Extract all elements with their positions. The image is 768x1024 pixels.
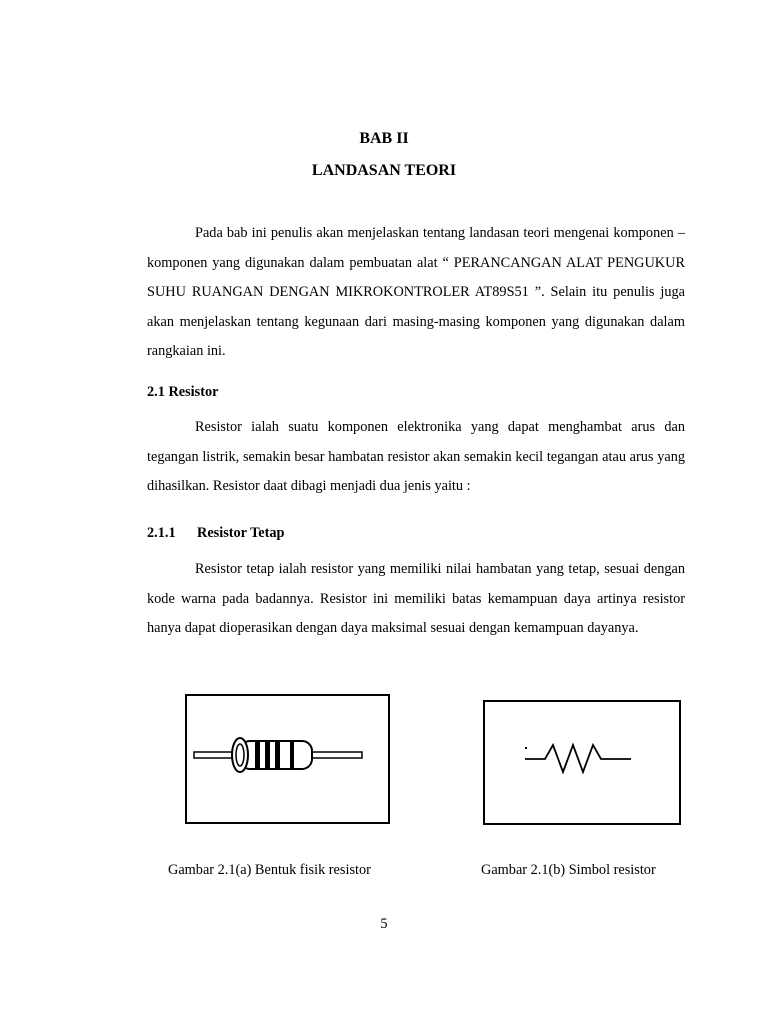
intro-text: Pada bab ini penulis akan menjelaskan tentang landasan teori mengenai komponen – komponen yang digunakan dalam pembuatan alat “ PERANCANGAN ALAT PENGUKUR SUHU RUANGAN DENGAN MIKROKONTROLER AT89S51 ”. Selain itu penulis juga akan menjelaskan tentang kegunaan dari masing-masing komponen yang digunakan dalam rangkaian ini. (147, 225, 685, 359)
intro-paragraph (147, 219, 685, 367)
resistor-lead-right (310, 752, 362, 758)
color-band-1 (255, 741, 260, 769)
figure-a-caption: Gambar 2.1(a) Bentuk fisik resistor (168, 862, 371, 878)
color-band-3 (275, 741, 280, 769)
symbol-dot (525, 747, 527, 749)
resistor-physical-illustration (187, 696, 388, 822)
figure-a-box (185, 694, 390, 824)
color-band-2 (265, 741, 270, 769)
chapter-title: LANDASAN TEORI (311, 162, 457, 179)
color-band-4 (290, 741, 294, 769)
section-2-1-heading: 2.1 Resistor (147, 384, 219, 400)
figure-b-box (483, 700, 681, 825)
section-2-1-1-heading (147, 525, 285, 542)
figure-b-caption: Gambar 2.1(b) Simbol resistor (481, 862, 656, 878)
zigzag-resistor-symbol (525, 745, 631, 772)
section-2-1-paragraph (147, 413, 685, 502)
section-2-1-1-number: 2.1.1 (147, 525, 176, 541)
section-2-1-1-paragraph (147, 555, 685, 644)
chapter-label: BAB II (359, 130, 409, 147)
resistor-lead-left (194, 752, 236, 758)
section-2-1-text: Resistor ialah suatu komponen elektronika yang dapat menghambat arus dan tegangan listrik, semakin besar hambatan resistor akan semakin kecil tegangan atau arus yang dihasilkan. Resistor daat dibagi menjadi dua jenis yaitu : (147, 419, 685, 494)
resistor-symbol-illustration (485, 702, 679, 823)
section-2-1-1-title: Resistor Tetap (197, 525, 285, 541)
section-2-1-1-text: Resistor tetap ialah resistor yang memiliki nilai hambatan yang tetap, sesuai dengan kode warna pada badannya. Resistor ini memiliki batas kemampuan daya artinya resistor hanya dapat dioperasikan dengan daya maksimal sesuai dengan kemampuan dayanya. (147, 561, 685, 636)
resistor-end-cap-inner (236, 744, 244, 766)
page-number: 5 (380, 916, 388, 932)
